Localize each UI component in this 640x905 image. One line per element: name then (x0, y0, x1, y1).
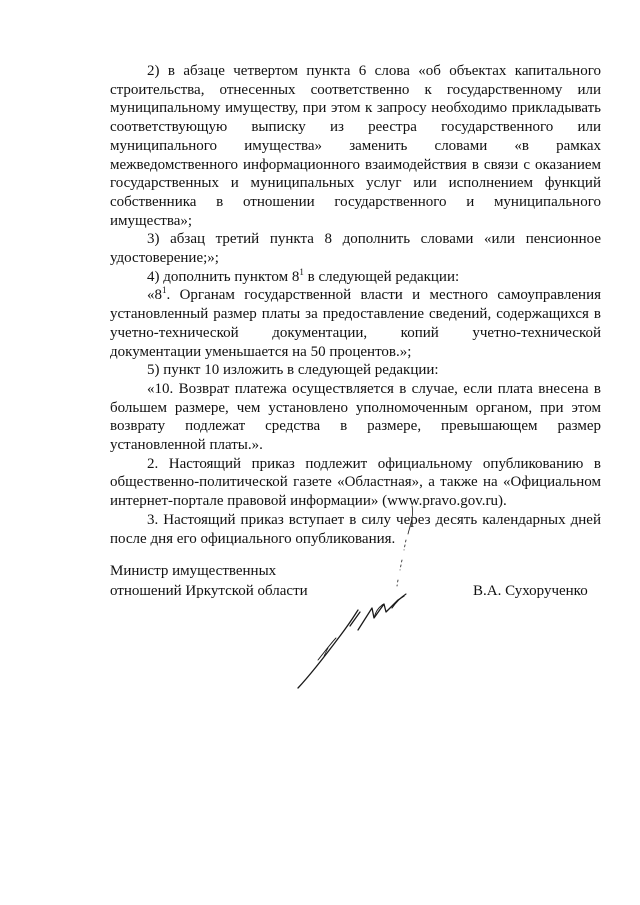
paragraph-new-item-8-1 (110, 286, 601, 361)
paragraph-amendment-3: 3) абзац третий пункта 8 дополнить словами «или пенсионное удостоверение;»; (110, 231, 601, 267)
amendment-4-text-start: 4) дополнить пунктом 8 (147, 268, 300, 285)
paragraph-effective-date: 3. Настоящий приказ вступает в силу через десять календарных дней после дня его официального опубликования. (110, 511, 601, 547)
handwritten-signature (288, 500, 438, 700)
signatory-name: В.А. Сухорученко (473, 583, 588, 599)
item-8-1-text-start: «8 (147, 287, 162, 304)
item-8-1-text-end: . Органам государственной власти и местного самоуправления установленный размер платы за предоставление сведений, содержащихся в учетно-технической документации, копий учетно-технической документации уменьшается на 50 процентов.»; (110, 287, 601, 360)
paragraph-amendment-4 (110, 268, 601, 287)
paragraph-publication: 2. Настоящий приказ подлежит официальному опубликованию в общественно-политической газете «Областная», а также на «Официальном интернет-портале правовой информации» (www.pravo.gov.ru). (110, 455, 601, 510)
paragraph-amendment-5: 5) пункт 10 изложить в следующей редакции: (147, 362, 439, 379)
document-body (110, 62, 601, 548)
superscript-index: 1 (162, 285, 167, 296)
signatory-position (110, 561, 308, 601)
amendment-4-text-end: в следующей редакции: (303, 268, 460, 285)
paragraph-amendment-2: 2) в абзаце четвертом пункта 6 слова «об объектах капитального строительства, отнесенных соответственно к государственному или муниципальному имуществу, при этом к запросу необходимо прикладывать соответствующую выписку из реестра государственного или муниципального имущества» заменить словами «в рамках межведомственного информационного взаимодействия в связи с оказанием государственных и муниципальных услуг или исполнением функций собственника в отношении государственного и муниципального имущества»; (110, 63, 601, 229)
superscript-index: 1 (299, 266, 304, 277)
paragraph-new-item-10: «10. Возврат платежа осуществляется в случае, если плата внесена в большем размере, чем установлено уполномоченным органом, при этом возврату подлежат средства в размере, превышающем размер установленной платы.». (110, 380, 601, 454)
signatory-position-line-2: отношений Иркутской области (110, 583, 308, 599)
signatory-position-line-1: Министр имущественных (110, 563, 277, 579)
